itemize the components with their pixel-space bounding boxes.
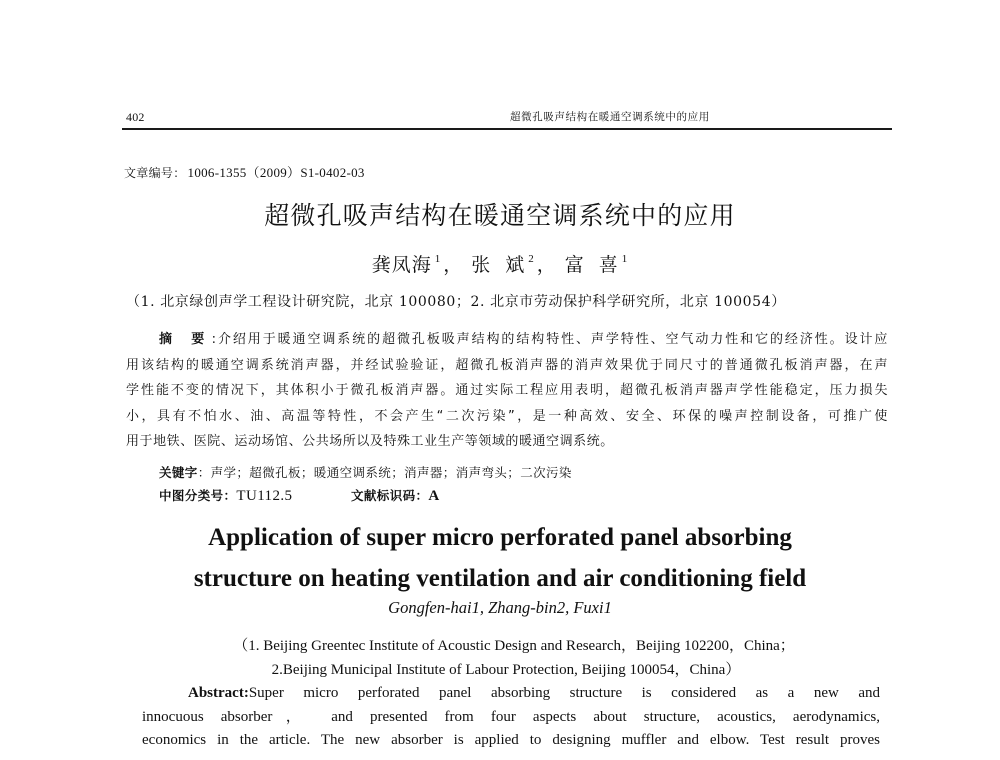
author-name: 斌 [505,254,526,276]
keywords-label: 关键字 [159,465,198,480]
author-affiliation-mark: 2 [528,253,535,265]
english-authors: Gongfen-hai1, Zhang-bin2, Fuxi1 [388,598,612,617]
abstract-line: 学性能不变的情况下，其体积小于微孔板消声器。通过实际工程应用表明，超微孔板消声器声学性能稳定，压力损失 [126,383,888,398]
english-title-line-1: Application of super micro perforated panel absorbing [208,524,792,551]
author-name: 富 [564,254,585,276]
article-number-label: 文章编号： [124,166,186,180]
abstract-line: Abstract:Super micro perforated panel absorbing structure is considered as a new and [188,685,880,701]
document-code-label: 文献标识码： [351,488,429,503]
abstract-label: 摘 要 [159,332,212,347]
abstract-line: 小，具有不怕水、油、高温等特性，不会产生“二次污染”，是一种高效、安全、环保的噪声控制设备，可推广使 [126,408,888,424]
english-title-line-2: structure on heating ventilation and air conditioning field [193,565,807,592]
abstract-line: 摘 要:介绍用于暖通空调系统的超微孔板吸声结构的结构特性、声学特性、空气动力性和它的经济性。设计应 [159,332,888,347]
chinese-abstract [126,327,888,455]
article-number [124,162,365,181]
english-abstract [142,682,880,753]
chinese-affiliation: （1. 北京绿创声学工程设计研究院，北京 100080；2. 北京市劳动保护科学研究所，北京 100054） [126,294,786,310]
article-number-value: 1006-1355（2009）S1-0402-03 [187,165,365,180]
running-title: 超微孔吸声结构在暖通空调系统中的应用 [510,111,710,123]
abstract-line: economics in the article. The new absorber is applied to designing muffler and elbow. Test result proves [142,732,880,748]
document-code-value: A [428,488,440,504]
author-affiliation-mark: 1 [434,253,442,265]
clc-number [159,486,292,505]
page-number: 402 [126,110,145,124]
english-affiliation-line-1: （1. Beijing Greentec Institute of Acoustic Design and Research，Beijing 102200，China； [233,638,795,654]
document-code [351,486,440,505]
author-separator: ， [443,254,464,276]
abstract-line: innocuous absorber， and presented from four aspects about structure, acoustics, aerodynamics, [142,708,880,725]
running-header [122,106,892,130]
clc-label: 中图分类号： [159,488,237,503]
keywords-list: 声学；超微孔板；暖通空调系统；消声器；消声弯头；二次污染 [210,465,572,480]
clc-value: TU112.5 [236,488,293,504]
author-name: 龚凤海 [371,254,432,276]
author-affiliation-mark: 1 [621,253,629,265]
english-affiliation-line-2: 2.Beijing Municipal Institute of Labour Protection, Beijing 100054，China） [271,662,741,678]
author-separator: ， [536,254,557,276]
chinese-title: 超微孔吸声结构在暖通空调系统中的应用 [264,201,736,230]
author-name: 张 [471,254,492,276]
author-name: 喜 [598,254,619,276]
english-abstract-label: Abstract: [188,685,249,701]
keywords: 关键字：声学；超微孔板；暖通空调系统；消声器；消声弯头；二次污染 [159,465,572,480]
chinese-authors [0,250,1000,277]
abstract-line: 用该结构的暖通空调系统消声器，并经试验验证，超微孔板消声器的消声效果优于同尺寸的普通微孔板消声器，在声 [126,357,888,373]
abstract-line: 用于地铁、医院、运动场馆、公共场所以及特殊工业生产等领域的暖通空调系统。 [126,434,614,449]
